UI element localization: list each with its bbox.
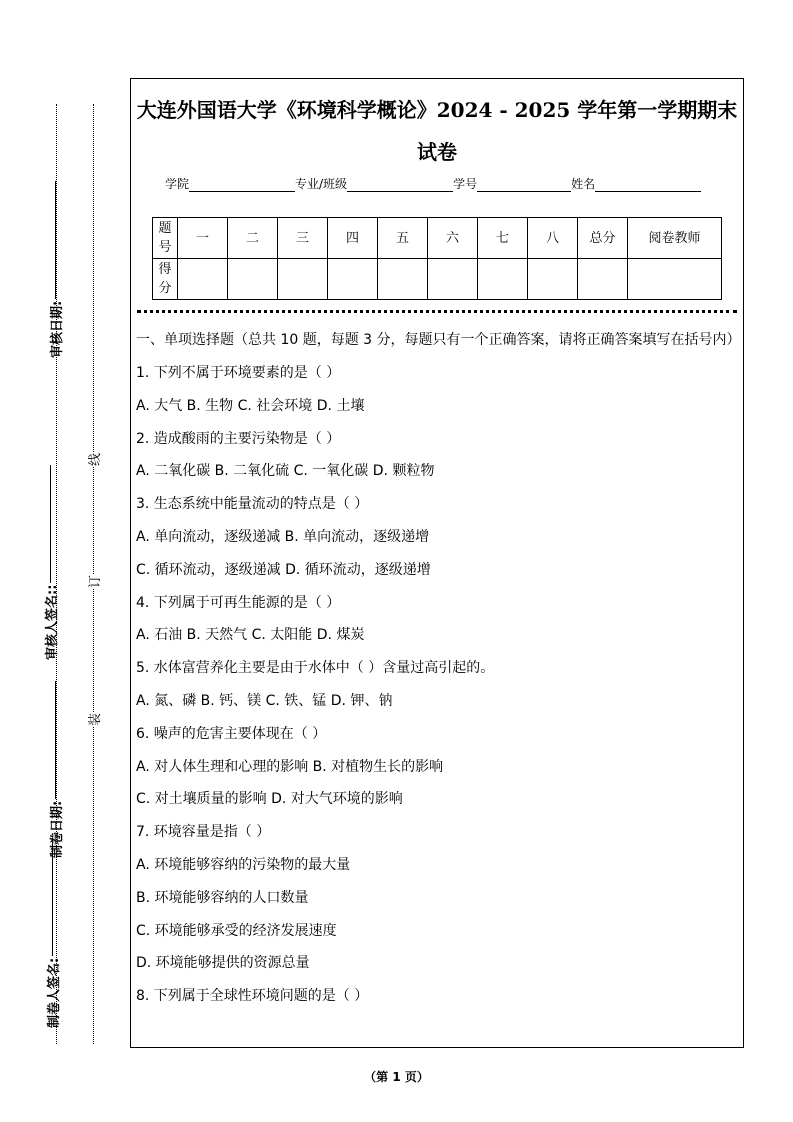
student-info-row [165, 175, 701, 192]
option-line: A. 石油 B. 天然气 C. 太阳能 D. 煤炭 [136, 627, 365, 644]
option-line: A. 单向流动，逐级递减 B. 单向流动，逐级递增 [136, 528, 430, 545]
col-header-4: 四 [328, 218, 378, 259]
col-header-6: 六 [428, 218, 478, 259]
score-cell-8[interactable] [528, 259, 578, 300]
exam-frame [130, 78, 744, 1048]
binding-char-zhuang: 装 [82, 713, 105, 726]
col-header-5: 五 [378, 218, 428, 259]
question-line: 5. 水体富营养化主要是由于水体中（ ）含量过高引起的。 [136, 660, 495, 677]
score-table [152, 217, 722, 300]
score-row-header: 得分 [153, 259, 178, 300]
binding-char-xian: 线 [82, 453, 105, 466]
question-line: 3. 生态系统中能量流动的特点是（ ） [136, 496, 369, 513]
compile-date-label: 制卷日期: [45, 658, 65, 858]
reviewer-signature-blank [49, 465, 51, 583]
exam-title-line-2: 试卷 [417, 140, 457, 164]
option-line: C. 对土壤质量的影响 D. 对大气环境的影响 [136, 791, 403, 808]
col-header-1: 一 [178, 218, 228, 259]
compiler-signature-blank [51, 838, 53, 956]
section-divider [137, 310, 737, 313]
question-line: 2. 造成酸雨的主要污染物是（ ） [136, 430, 341, 447]
question-line: 6. 噪声的危害主要体现在（ ） [136, 725, 327, 742]
reviewer-signature-label: 审核人签名:: [40, 460, 60, 660]
score-cell-6[interactable] [428, 259, 478, 300]
page-number: （第 1 页） [364, 1070, 429, 1084]
college-blank[interactable] [189, 177, 295, 192]
binding-char-ding: 订 [82, 575, 105, 588]
compiler-signature-label: 制卷人签名: [42, 828, 62, 1028]
option-line: A. 环境能够容纳的污染物的最大量 [136, 856, 351, 873]
student-id-blank[interactable] [477, 177, 571, 192]
question-line: 4. 下列属于可再生能源的是（ ） [136, 594, 341, 611]
question-number-header: 题号 [153, 218, 178, 259]
col-header-2: 二 [228, 218, 278, 259]
question-line: 1. 下列不属于环境要素的是（ ） [136, 365, 341, 381]
score-cell-2[interactable] [228, 259, 278, 300]
score-cell-7[interactable] [478, 259, 528, 300]
score-cell-grader[interactable] [628, 259, 722, 300]
student-id-label: 学号 [453, 177, 478, 191]
option-line: C. 循环流动，逐级递减 D. 循环流动，逐级递增 [136, 561, 431, 578]
score-table-header-row [153, 218, 722, 259]
option-line: A. 氮、磷 B. 钙、镁 C. 铁、锰 D. 钾、钠 [136, 692, 393, 709]
score-cell-5[interactable] [378, 259, 428, 300]
score-table-score-row [153, 259, 722, 300]
score-cell-1[interactable] [178, 259, 228, 300]
col-header-8: 八 [528, 218, 578, 259]
option-line: A. 二氧化碳 B. 二氧化硫 C. 一氧化碳 D. 颗粒物 [136, 463, 435, 480]
col-header-total: 总分 [578, 218, 628, 259]
option-line: D. 环境能够提供的资源总量 [136, 955, 310, 972]
score-cell-3[interactable] [278, 259, 328, 300]
option-line: A. 对人体生理和心理的影响 B. 对植物生长的影响 [136, 758, 444, 775]
score-cell-total[interactable] [578, 259, 628, 300]
option-line: A. 大气 B. 生物 C. 社会环境 D. 土壤 [136, 397, 365, 414]
major-class-label: 专业/班级 [295, 177, 348, 191]
exam-title-line-1: 大连外国语大学《环境科学概论》2024 - 2025 学年第一学期期末 [136, 98, 738, 122]
review-date-blank [54, 181, 56, 299]
name-label: 姓名 [571, 177, 596, 191]
col-header-7: 七 [478, 218, 528, 259]
question-line: 8. 下列属于全球性环境问题的是（ ） [136, 988, 369, 1005]
option-line: B. 环境能够容纳的人口数量 [136, 889, 309, 906]
option-line: C. 环境能够承受的经济发展速度 [136, 922, 337, 939]
score-cell-4[interactable] [328, 259, 378, 300]
compile-date-blank [54, 681, 56, 799]
col-header-3: 三 [278, 218, 328, 259]
question-line: 7. 环境容量是指（ ） [136, 824, 271, 841]
exam-title [131, 89, 743, 173]
col-header-grader: 阅卷教师 [628, 218, 722, 259]
review-date-label: 审核日期: [45, 158, 65, 358]
question-section-1 [136, 329, 739, 1013]
section-heading: 一、单项选择题（总共 10 题，每题 3 分，每题只有一个正确答案，请将正确答案填写在括号内） [136, 332, 741, 348]
major-class-blank[interactable] [347, 177, 453, 192]
name-blank[interactable] [595, 177, 701, 192]
college-label: 学院 [165, 177, 190, 191]
